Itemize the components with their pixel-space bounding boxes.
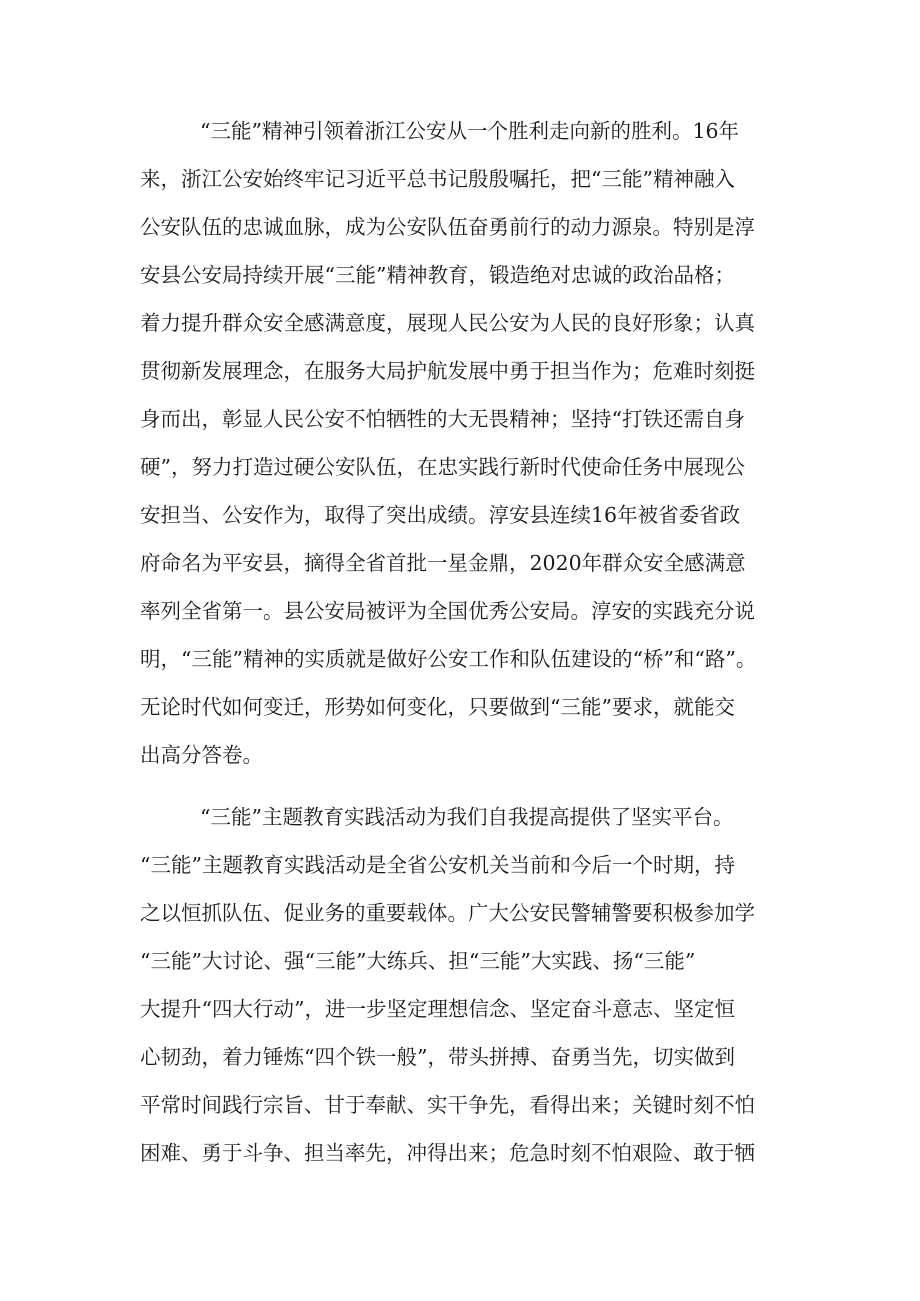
text-line: 平常时间践行宗旨、甘于奉献、实干争先，看得出来；关键时刻不怕	[140, 1093, 755, 1117]
text-line: 率列全省第一。县公安局被评为全国优秀公安局。淳安的实践充分说	[140, 599, 755, 623]
text-line: 身而出，彰显人民公安不怕牺牲的大无畏精神；坚持“打铁还需自身	[140, 407, 745, 431]
text-line: 来，浙江公安始终牢记习近平总书记殷殷嘱托，把“三能”精神融入	[140, 167, 735, 191]
text-line: “三能”主题教育实践活动是全省公安机关当前和今后一个时期，持	[140, 853, 735, 877]
text-line: “三能”精神引领着浙江公安从一个胜利走向新的胜利。16年	[200, 119, 740, 143]
text-line: 公安队伍的忠诚血脉，成为公安队伍奋勇前行的动力源泉。特别是淳	[140, 215, 755, 239]
text-line: 硬”，努力打造过硬公安队伍，在忠实践行新时代使命任务中展现公	[140, 455, 745, 479]
text-line: 无论时代如何变迁，形势如何变化，只要做到“三能”要求，就能交	[140, 695, 735, 719]
text-line: “三能”大讨论、强“三能”大练兵、担“三能”大实践、扬“三能”	[140, 949, 696, 973]
text-line: 明，“三能”精神的实质就是做好公安工作和队伍建设的“桥”和“路”。	[140, 647, 757, 671]
text-line: 府命名为平安县，摘得全省首批一星金鼎，2020年群众安全感满意	[140, 551, 746, 575]
text-line: 安县公安局持续开展“三能”精神教育，锻造绝对忠诚的政治品格；	[140, 263, 735, 287]
text-line: 出高分答卷。	[140, 743, 263, 767]
text-line: “三能”主题教育实践活动为我们自我提高提供了坚实平台。	[200, 805, 734, 829]
text-line: 安担当、公安作为，取得了突出成绩。淳安县连续16年被省委省政	[140, 503, 741, 527]
text-line: 困难、勇于斗争、担当率先，冲得出来；危急时刻不怕艰险、敢于牺	[140, 1141, 755, 1165]
text-line: 大提升“四大行动”，进一步坚定理想信念、坚定奋斗意志、坚定恒	[140, 997, 735, 1021]
text-line: 之以恒抓队伍、促业务的重要载体。广大公安民警辅警要积极参加学	[140, 901, 755, 925]
text-line: 贯彻新发展理念，在服务大局护航发展中勇于担当作为；危难时刻挺	[140, 359, 755, 383]
text-line: 着力提升群众安全感满意度，展现人民公安为人民的良好形象；认真	[140, 311, 755, 335]
text-line: 心韧劲，着力锤炼“四个铁一般”，带头拼搏、奋勇当先，切实做到	[140, 1045, 735, 1069]
